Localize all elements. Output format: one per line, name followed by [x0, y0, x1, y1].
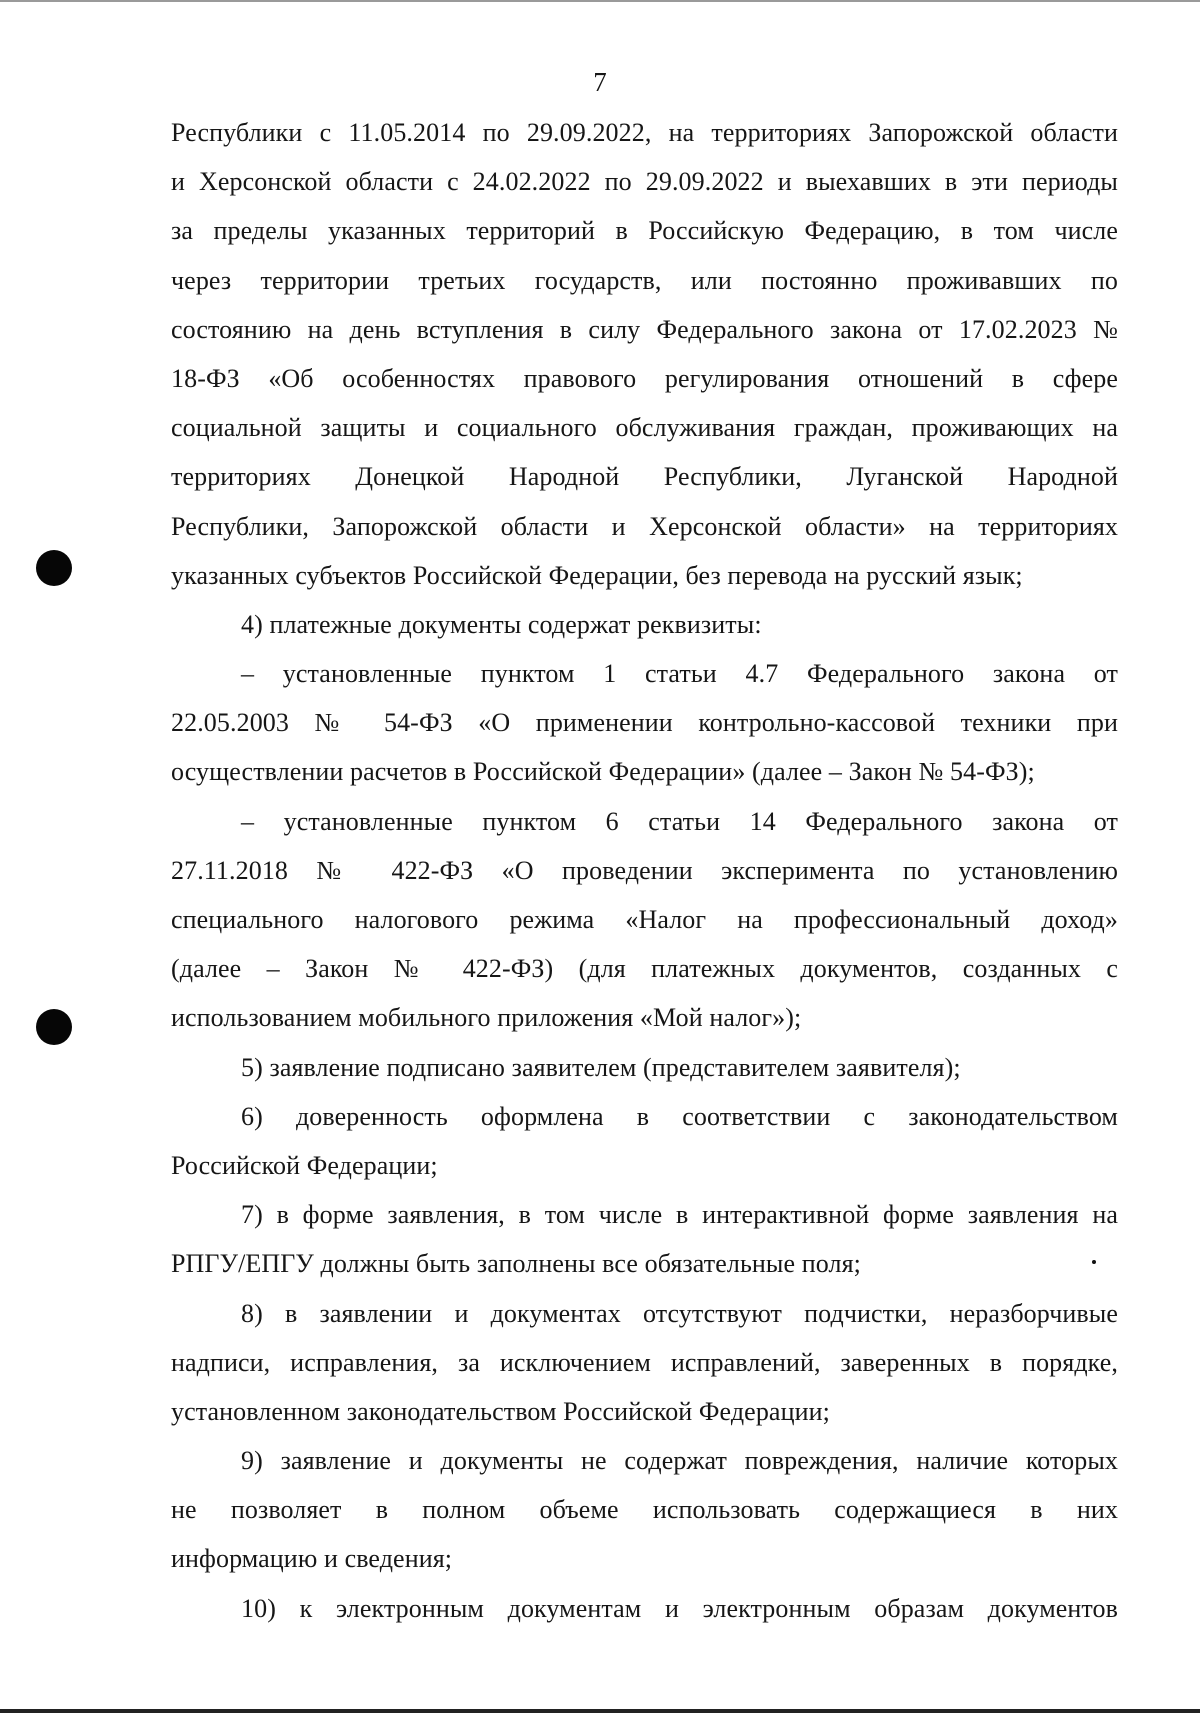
text-line: за пределы указанных территорий в Российскую Федерацию, в том числе [171, 216, 1118, 246]
text-line: Республики, Запорожской области и Херсонской области» на территориях [171, 511, 1118, 541]
page-number: 7 [593, 67, 607, 97]
text-line: и Херсонской области с 24.02.2022 по 29.09.2022 и выехавших в эти периоды [171, 167, 1118, 197]
text-line: использованием мобильного приложения «Мой налог»); [171, 1003, 802, 1033]
text-line: установленном законодательством Российской Федерации; [171, 1396, 830, 1426]
document-body [171, 108, 1118, 1633]
text-line: 9) заявление и документы не содержат повреждения, наличие которых [241, 1446, 1118, 1476]
text-line: 18-ФЗ «Об особенностях правового регулирования отношений в сфере [171, 363, 1118, 393]
text-line: состоянию на день вступления в силу Федерального закона от 17.02.2023 № [171, 314, 1118, 344]
text-line: 4) платежные документы содержат реквизиты: [241, 609, 762, 639]
text-line: РПГУ/ЕПГУ должны быть заполнены все обязательные поля; [171, 1249, 861, 1279]
text-line: (далее – Закон № 422-ФЗ) (для платежных документов, созданных с [171, 954, 1118, 984]
text-line: Республики с 11.05.2014 по 29.09.2022, на территориях Запорожской области [171, 118, 1118, 147]
text-line: не позволяет в полном объеме использовать содержащиеся в них [171, 1495, 1118, 1525]
text-line: 10) к электронным документам и электронным образам документов [241, 1593, 1118, 1623]
text-line: территориях Донецкой Народной Республики, Луганской Народной [171, 462, 1118, 492]
text-line: 27.11.2018 № 422-ФЗ «О проведении эксперимента по установлению [171, 855, 1118, 885]
text-line: информацию и сведения; [171, 1544, 453, 1574]
punch-hole-upper [36, 550, 72, 586]
text-line: 8) в заявлении и документах отсутствуют подчистки, неразборчивые [241, 1298, 1118, 1328]
text-line: – установленные пунктом 1 статьи 4.7 Федерального закона от [241, 659, 1118, 689]
text-line: 6) доверенность оформлена в соответствии с законодательством [241, 1101, 1118, 1131]
text-line: социальной защиты и социального обслуживания граждан, проживающих на [171, 413, 1118, 443]
text-line: 22.05.2003 № 54-ФЗ «О применении контрольно-кассовой техники при [171, 708, 1118, 738]
text-line: 7) в форме заявления, в том числе в интерактивной форме заявления на [241, 1200, 1118, 1230]
text-line: через территории третьих государств, или постоянно проживавших по [171, 265, 1118, 295]
text-line: – установленные пунктом 6 статьи 14 Федерального закона от [241, 806, 1118, 836]
text-line: 5) заявление подписано заявителем (представителем заявителя); [241, 1052, 961, 1082]
text-line: осуществлении расчетов в Российской Федерации» (далее – Закон № 54-ФЗ); [171, 757, 1035, 787]
text-line: специального налогового режима «Налог на профессиональный доход» [171, 905, 1118, 934]
text-line: Российской Федерации; [171, 1150, 438, 1180]
scan-edge-bottom [0, 1709, 1200, 1713]
scan-edge-top [0, 0, 1200, 2]
punch-hole-lower [36, 1009, 72, 1045]
text-line: надписи, исправления, за исключением исправлений, заверенных в порядке, [171, 1347, 1118, 1377]
text-line: указанных субъектов Российской Федерации, без перевода на русский язык; [171, 560, 1023, 590]
